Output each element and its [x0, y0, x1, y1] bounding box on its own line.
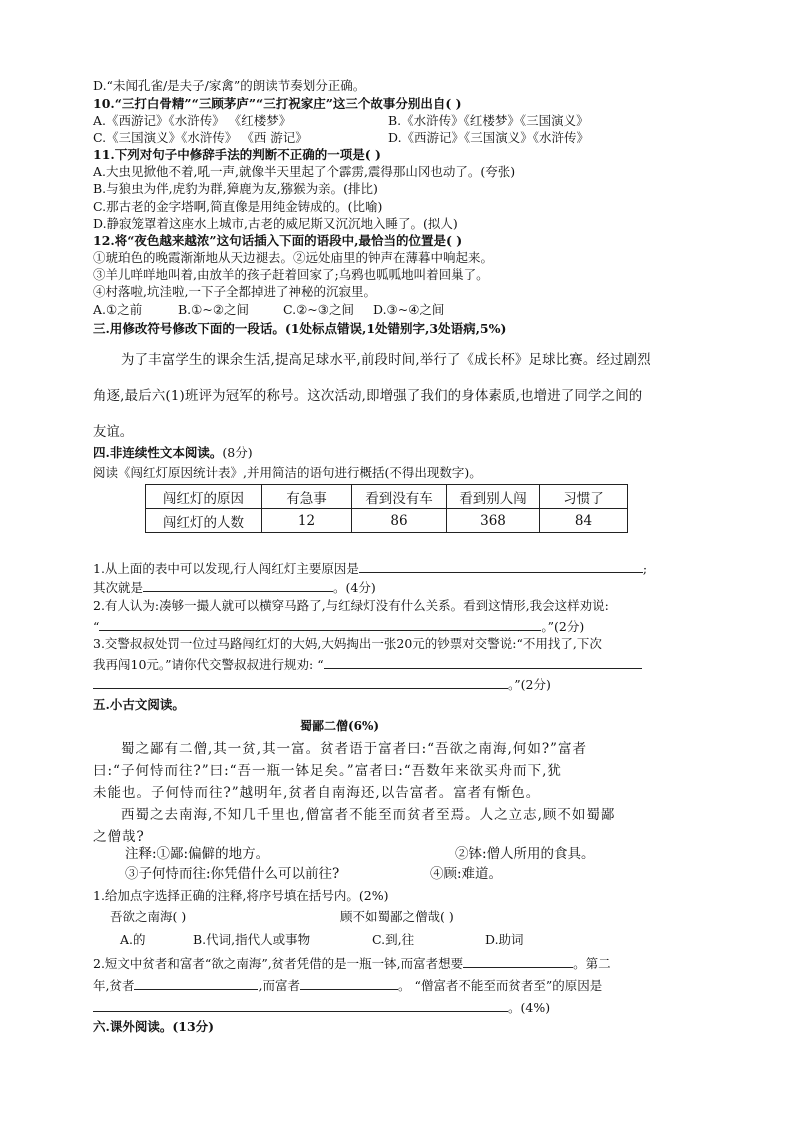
q2b3-text: 。 “僧富者不能至而贫者至”的原因是: [397, 978, 603, 993]
q12-option-c: C.②~③之间: [283, 302, 354, 317]
section-4-score: (8分): [222, 445, 253, 460]
q12-option-a: A.①之前: [93, 302, 143, 317]
table-cell: 84: [540, 509, 628, 533]
q3-answer-blank-2[interactable]: [93, 674, 508, 689]
q10-option-b: B.《水浒传》《红楼梦》《三国演义》: [388, 113, 589, 128]
q1-text: 1.从上面的表中可以发现,行人闯红灯主要原因是: [93, 561, 359, 576]
table-cell: 闯红灯的原因: [146, 485, 262, 509]
table-cell: 看到别人闯: [447, 485, 540, 509]
section-3-title: 三.用修改符号修改下面的一段话。(1处标点错误,1处错别字,3处语病,5%): [93, 321, 507, 336]
section-3-paragraph-line-3: 友谊。: [93, 425, 134, 440]
passage-line-1: 蜀之鄙有二僧,其一贫,其一富。贫者语于富者曰:“吾欲之南海,何如?”富者: [121, 741, 587, 757]
passage-title: 蜀鄙二僧(6%): [300, 719, 380, 733]
q3-end: 。”(2分): [508, 677, 551, 692]
section-4-intro: 阅读《闯红灯原因统计表》,并用简洁的语句进行概括(不得出现数字)。: [93, 465, 482, 480]
section-6-title: 六.课外阅读。(13分): [93, 1019, 215, 1034]
section-5-option-c: C.到,往: [372, 932, 415, 947]
note-4: ④顾:难道。: [430, 866, 503, 882]
note-1: 注释:①鄙:偏僻的地方。: [125, 846, 270, 862]
section-4-q1-line-2: [93, 577, 376, 597]
section-4-q3-line-1: 3.交警叔叔处罚一位过马路闯红灯的大妈,大妈掏出一张20元的钞票对交警说:“不用找了,下次: [93, 636, 602, 651]
q11-option-b: B.与狼虫为伴,虎豹为群,獐鹿为友,猕猴为亲。(排比): [93, 181, 378, 196]
q2-open-quote: “: [93, 619, 100, 634]
section-4-title: [93, 444, 253, 462]
note-3: ③子何恃而往:你凭借什么可以前往?: [125, 866, 340, 882]
table-cell: 86: [352, 509, 447, 533]
q3b-text: 我再闯10元。”请你代交警叔叔进行规劝: “: [93, 657, 324, 672]
passage-line-5: 之僧哉?: [93, 829, 145, 845]
q10-option-a: A.《西游记》《水浒传》 《红楼梦》: [93, 113, 292, 128]
section-4-q2-line-1: 2.有人认为:凑够一撮人就可以横穿马路了,与红绿灯没有什么关系。看到这情形,我会这样劝说:: [93, 598, 609, 613]
q11-option-d: D.静寂笼罩着这座水上城市,古老的威尼斯又沉沉地入睡了。(拟人): [93, 216, 458, 231]
section-5-option-d: D.助词: [485, 932, 524, 947]
section-5-q2-blank-2[interactable]: [134, 975, 258, 990]
q12-option-d: D.③~④之间: [373, 302, 445, 317]
section-5-q2-blank-4[interactable]: [93, 997, 508, 1012]
section-4-q3-line-2: [93, 654, 642, 674]
passage-line-4: 西蜀之去南海,不知几千里也,僧富者不能至而贫者至焉。人之立志,顾不如蜀鄙: [121, 807, 616, 823]
section-5-option-b: B.代词,指代人或事物: [193, 932, 311, 947]
q9-option-d: D.“未闻孔雀/是夫子/家禽”的朗读节奏划分正确。: [93, 78, 366, 93]
section-3-paragraph-line-2: 角逐,最后六(1)班评为冠军的称号。这次活动,即增强了我们的身体素质,也增进了同学之间的: [93, 389, 643, 404]
section-5-title: 五.小古文阅读。: [93, 697, 185, 712]
q11-option-a: A.大虫见掀他不着,吼一声,就像半天里起了个霹雳,震得那山冈也动了。(夸张): [93, 164, 516, 179]
note-2: ②钵:僧人所用的食具。: [455, 846, 595, 862]
q2a-end: 。第二: [573, 956, 611, 971]
red-light-statistics-table: [145, 484, 628, 533]
q1b-text: 其次就是: [93, 580, 144, 595]
passage-line-3: 未能也。子何恃而往?”越明年,贫者自南海还,以告富者。富者有惭色。: [93, 785, 541, 801]
section-5-q2-blank-3[interactable]: [300, 975, 398, 990]
q1-answer-blank-1[interactable]: [359, 558, 643, 573]
section-5-option-a: A.的: [120, 932, 146, 947]
section-5-q1: 1.给加点字选择正确的注释,将序号填在括号内。(2%): [93, 888, 389, 903]
section-5-q1-right: 顾不如蜀鄙之僧哉( ): [340, 909, 454, 924]
section-4-q1-line-1: [93, 558, 647, 578]
section-4-q3-line-3: [93, 674, 551, 694]
section-5-q2-blank-1[interactable]: [463, 953, 573, 968]
table-cell: 368: [447, 509, 540, 533]
q2-end: 。”(2分): [541, 619, 585, 634]
section-4-title-text: 四.非连续性文本阅读。: [93, 445, 223, 460]
q12-stem: 12.将“夜色越来越浓”这句话插入下面的语段中,最恰当的位置是( ): [93, 233, 463, 248]
q12-sentence-3: ④村落啦,坑洼啦,一下子全都掉进了神秘的沉寂里。: [93, 284, 376, 299]
section-3-paragraph-line-1: 为了丰富学生的课余生活,提高足球水平,前段时间,举行了《成长杯》足球比赛。经过剧烈: [121, 353, 651, 368]
table-cell: 有急事: [262, 485, 352, 509]
q2-answer-blank[interactable]: [99, 616, 541, 631]
q2a-text: 2.短文中贫者和富者“欲之南海”,贫者凭借的是一瓶一钵,而富者想要: [93, 956, 464, 971]
table-row-header: [146, 485, 628, 509]
table-row-count: [146, 509, 628, 533]
q2c-end: 。(4%): [508, 1000, 551, 1015]
q3-answer-blank-1[interactable]: [324, 654, 642, 669]
q12-sentence-2: ③羊儿咩咩地叫着,由放羊的孩子赶着回家了;乌鸦也呱呱地叫着回巢了。: [93, 267, 489, 282]
q2b1-text: 年,贫者: [93, 978, 135, 993]
q11-option-c: C.那古老的金字塔啊,简直像是用纯金铸成的。(比喻): [93, 199, 383, 214]
q1-end: ;: [642, 561, 648, 576]
q12-option-b: B.①~②之间: [178, 302, 250, 317]
section-4-q2-line-2: [93, 616, 584, 636]
q12-sentence-1: ①琥珀色的晚霞渐渐地从天边褪去。②远处庙里的钟声在薄暮中响起来。: [93, 250, 494, 265]
q10-option-c: C.《三国演义》《水浒传》 《西 游记》: [93, 130, 308, 145]
q1-answer-blank-2[interactable]: [143, 577, 333, 592]
section-5-q2-line-3: [93, 997, 550, 1017]
q2b2-text: ,而富者: [258, 978, 300, 993]
passage-line-2: 曰:“子何恃而往?”曰:“吾一瓶一钵足矣。”富者曰:“吾数年来欲买舟而下,犹: [93, 763, 562, 779]
q11-stem: 11.下列对句子中修辞手法的判断不正确的一项是( ): [93, 147, 381, 162]
table-cell: 闯红灯的人数: [146, 509, 262, 533]
q10-option-d: D.《西游记》《三国演义》《水浒传》: [388, 130, 590, 145]
q1b-end: 。(4分): [333, 580, 376, 595]
section-5-q2-line-2: [93, 975, 602, 995]
table-cell: 看到没有车: [352, 485, 447, 509]
section-5-q1-left: 吾欲之南海( ): [110, 909, 187, 924]
q10-stem: 10.“三打白骨精”“三顾茅庐”“三打祝家庄”这三个故事分别出自( ): [93, 96, 462, 111]
section-5-q2-line-1: [93, 953, 611, 973]
table-cell: 12: [262, 509, 352, 533]
table-cell: 习惯了: [540, 485, 628, 509]
